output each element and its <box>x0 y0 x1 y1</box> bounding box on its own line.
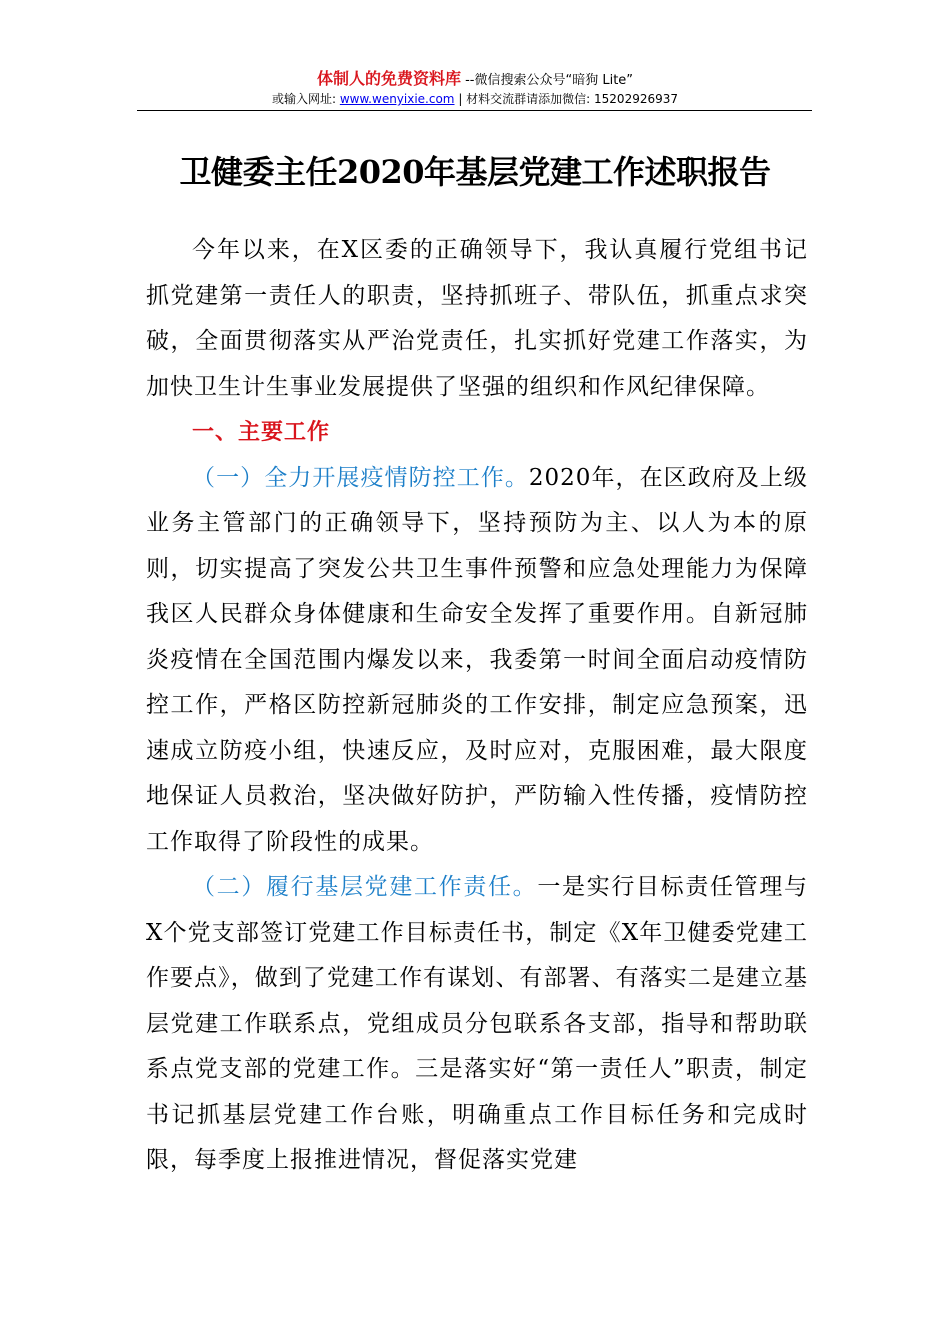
document-title: 卫健委主任2020年基层党建工作述职报告 <box>179 153 771 191</box>
header-divider <box>137 110 812 111</box>
website-link[interactable]: www.wenyixie.com <box>339 92 455 106</box>
section-heading: 一、主要工作 <box>192 420 331 445</box>
item-paragraph <box>146 456 808 866</box>
brand-name: 体制人的免费资料库 <box>316 69 461 88</box>
url-prefix: 或输入网址: <box>271 92 340 106</box>
header-subline <box>0 91 950 107</box>
document-body <box>146 228 808 1184</box>
item-body: 一是实行目标责任管理与X个党支部签订党建工作目标责任书，制定《X年卫健委党建工作要点》，做到了党建工作有谋划、有部署、有落实二是建立基层党建工作联系点，党组成员分包联系各支部，指导和帮助联系点党支部的党建工作。三是落实好“第一责任人”职责，制定书记抓基层党建工作台账，明确重点工作目标任务和完成时限，每季度上报推进情况，督促落实党建 <box>146 874 809 1173</box>
item-paragraph <box>146 865 808 1184</box>
item-heading: （一）全力开展疫情防控工作。 <box>192 464 529 491</box>
contact-info: | 材料交流群请添加微信: 15202926937 <box>454 92 679 106</box>
item-body: 2020年，在区政府及上级业务主管部门的正确领导下，坚持预防为主、以人为本的原则，切实提高了突发公共卫生事件预警和应急处理能力为保障我区人民群众身体健康和生命安全发挥了重要作用。自新冠肺炎疫情在全国范围内爆发以来，我委第一时间全面启动疫情防控工作，严格区防控新冠肺炎的工作安排，制定应急预案，迅速成立防疫小组，快速反应，及时应对，克服困难，最大限度地保证人员救治，坚决做好防护，严防输入性传播，疫情防控工作取得了阶段性的成果。 <box>146 464 808 855</box>
intro-paragraph: 今年以来，在X区委的正确领导下，我认真履行党组书记抓党建第一责任人的职责，坚持抓班子、带队伍，抓重点求突破，全面贯彻落实从严治党责任，扎实抓好党建工作落实，为加快卫生计生事业发展提供了坚强的组织和作风纪律保障。 <box>146 237 808 400</box>
item-heading: （二）履行基层党建工作责任。 <box>192 874 538 900</box>
header-tagline: --微信搜索公众号“暗狗 Lite” <box>460 73 634 88</box>
header-banner <box>0 70 950 90</box>
